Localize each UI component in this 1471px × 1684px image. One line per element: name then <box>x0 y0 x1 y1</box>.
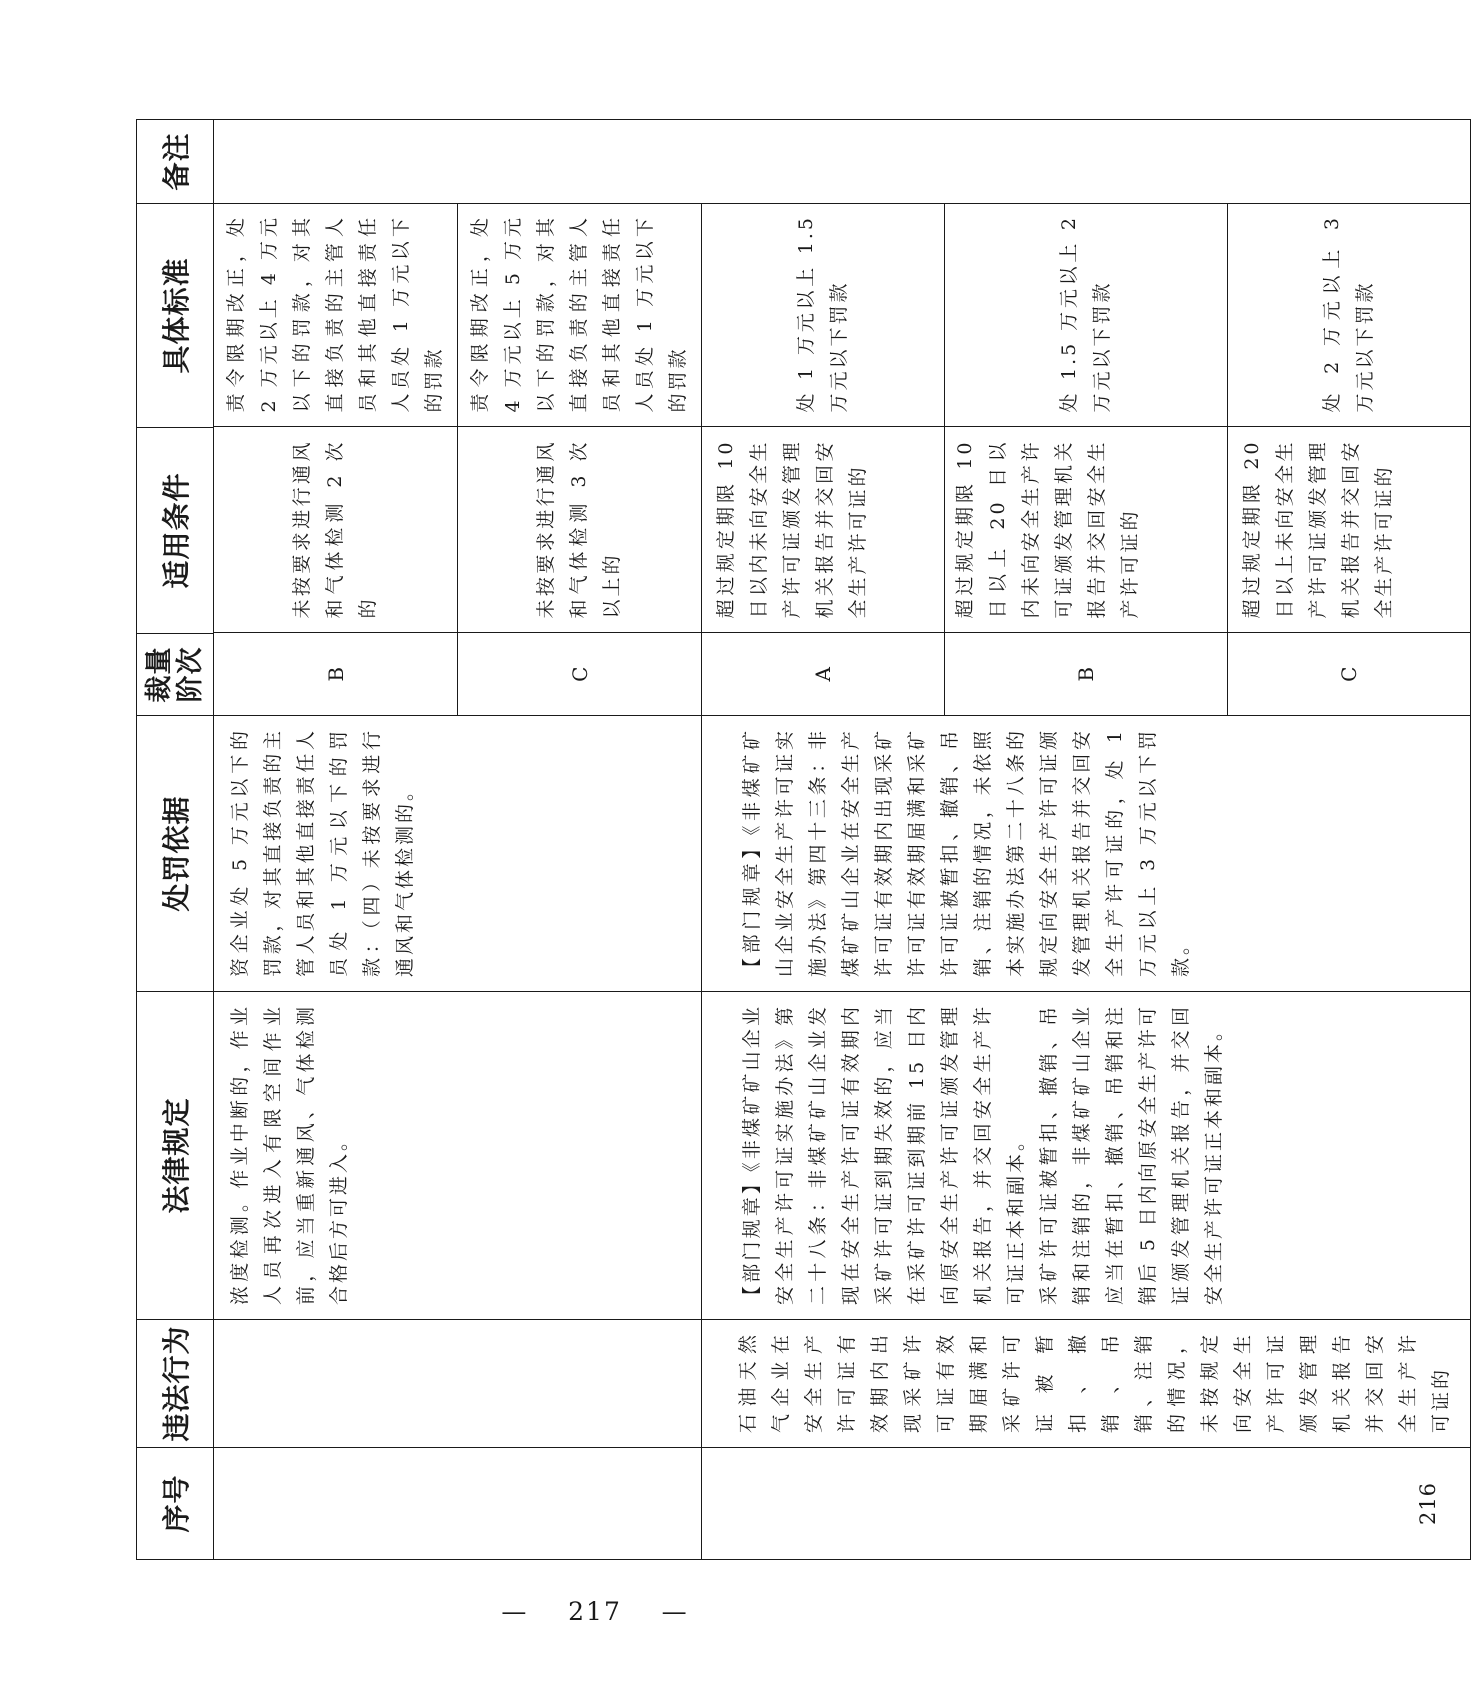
condition-cell <box>1227 427 1470 633</box>
law-cell <box>702 992 1471 1320</box>
remarks-cell-empty <box>214 120 1471 204</box>
header-seq: 序号 <box>137 1448 214 1560</box>
level-row <box>214 203 458 715</box>
standard-cell <box>1227 203 1470 427</box>
penalty-basis-cell <box>702 716 1471 992</box>
condition-cell <box>702 427 945 633</box>
header-row <box>137 120 214 1560</box>
header-violation: 违法行为 <box>137 1320 214 1448</box>
standard-cell <box>945 203 1228 427</box>
rotated-table-page <box>136 120 1452 1560</box>
header-law: 法律规定 <box>137 992 214 1320</box>
law-cell <box>214 992 702 1320</box>
standard-cell <box>702 203 945 427</box>
condition-text: 未按要求进行通风和气体检测 2 次的 <box>291 439 379 619</box>
penalty-discretion-table <box>136 119 1471 1560</box>
header-conditions: 适用条件 <box>137 428 214 634</box>
standard-text: 责令限期改正，处 2 万元以上 4 万元以下的罚款，对其直接负责的主管人员和其他直接责任人员处 1 万元以下的罚款 <box>225 215 445 413</box>
condition-text: 未按要求进行通风和气体检测 3 次以上的 <box>535 439 623 619</box>
levels-cell <box>214 204 702 716</box>
level-row <box>1227 203 1470 715</box>
condition-cell <box>945 427 1228 633</box>
level-row <box>458 203 702 715</box>
seq-number: 216 <box>1416 1481 1440 1526</box>
violation-cell <box>702 1320 1471 1448</box>
levels-cell <box>702 204 1471 716</box>
condition-text: 超过规定期限 10 日以上 20 日以内未向安全生产许可证颁发管理机关报告并交回安全生产许可证的 <box>954 439 1142 619</box>
levels-subtable <box>702 203 1470 715</box>
table-row-continued <box>214 120 702 1560</box>
violation-cell-empty <box>214 1320 702 1448</box>
standard-text: 处 1.5 万元以上 2 万元以下罚款 <box>1057 215 1113 413</box>
table-row-216 <box>702 120 1471 1560</box>
violation-text: 石油天然气企业在安全生产许可证有效期内出现采矿许可证有效期届满和采矿许可证被暂扣、撤销、吊销、注销的情况，未按规定向安全生产许可证颁发管理机关报告并交回安全生产许可证的 <box>737 1332 1452 1433</box>
standard-text: 处 2 万元以上 3 万元以下罚款 <box>1320 215 1376 413</box>
level-value: A <box>702 633 945 715</box>
level-value: C <box>1227 633 1470 715</box>
standard-cell <box>458 203 702 427</box>
page-number: 217 <box>568 1597 622 1626</box>
standard-text: 处 1 万元以上 1.5 万元以下罚款 <box>795 215 851 413</box>
law-paragraph-2: 采矿许可证被暂扣、撤销、吊销和注销的，非煤矿矿山企业应当在暂扣、撤销、吊销和注销后 5 日内向原安全生产许可证颁发管理机关报告，并交回安全生产许可证正本和副本。 <box>1038 1004 1225 1305</box>
standard-cell <box>214 203 458 427</box>
law-paragraph-1: 【部门规章】《非煤矿矿山企业安全生产许可证实施办法》第二十八条：非煤矿矿山企业发现在安全生产许可证有效期内采矿许可证到期失效的，应当在采矿许可证到期前 15 日内向原安全生产许可证颁发管理机关报告，并交回安全生产许可证正本和副本。 <box>741 1004 1027 1305</box>
law-text: 浓度检测。作业中断的，作业人员再次进入有限空间作业前，应当重新通风、气体检测合格后方可进入。 <box>229 1004 350 1305</box>
page-dash-right: — <box>661 1597 689 1626</box>
levels-subtable <box>214 203 701 715</box>
level-row <box>702 203 945 715</box>
header-level: 裁量阶次 <box>137 634 214 716</box>
condition-text: 超过规定期限 20 日以上未向安全生产许可证颁发管理机关报告并交回安全生产许可证的 <box>1240 439 1395 619</box>
condition-text: 超过规定期限 10 日以内未向安全生产许可证颁发管理机关报告并交回安全生产许可证的 <box>715 439 869 619</box>
condition-cell <box>458 427 702 633</box>
law-text-block <box>702 992 1237 1319</box>
level-row <box>945 203 1228 715</box>
level-value: B <box>214 633 458 715</box>
seq-cell-empty <box>214 1448 702 1560</box>
header-penalty-basis: 处罚依据 <box>137 716 214 992</box>
penalty-basis-text: 资企业处 5 万元以下的罚款，对其直接负责的主管人员和其他直接责任人员处 1 万元以下的罚款：（四）未按要求进行通风和气体检测的。 <box>229 728 416 977</box>
page-dash-left: — <box>501 1597 529 1626</box>
seq-cell <box>702 1448 1471 1560</box>
condition-cell <box>214 427 458 633</box>
header-remarks: 备注 <box>137 120 214 204</box>
penalty-basis-text: 【部门规章】《非煤矿矿山企业安全生产许可证实施办法》第四十三条：非煤矿矿山企业在安全生产许可证有效期内出现采矿许可证有效期届满和采矿许可证被暂扣、撤销、吊销、注销的情况，未依照本实施办法第二十八条的规定向安全生产许可证颁发管理机关报告并交回安全生产许可证的，处 1 万元以上 3 万元以下罚款。 <box>741 728 1192 977</box>
page-number-footer <box>0 1597 1190 1626</box>
header-standard: 具体标准 <box>137 204 214 428</box>
penalty-basis-cell <box>214 716 702 992</box>
standard-text: 责令限期改正，处 4 万元以上 5 万元以下的罚款，对其直接负责的主管人员和其他直接责任人员处 1 万元以下的罚款 <box>469 215 689 413</box>
level-value: B <box>945 633 1228 715</box>
level-value: C <box>458 633 702 715</box>
